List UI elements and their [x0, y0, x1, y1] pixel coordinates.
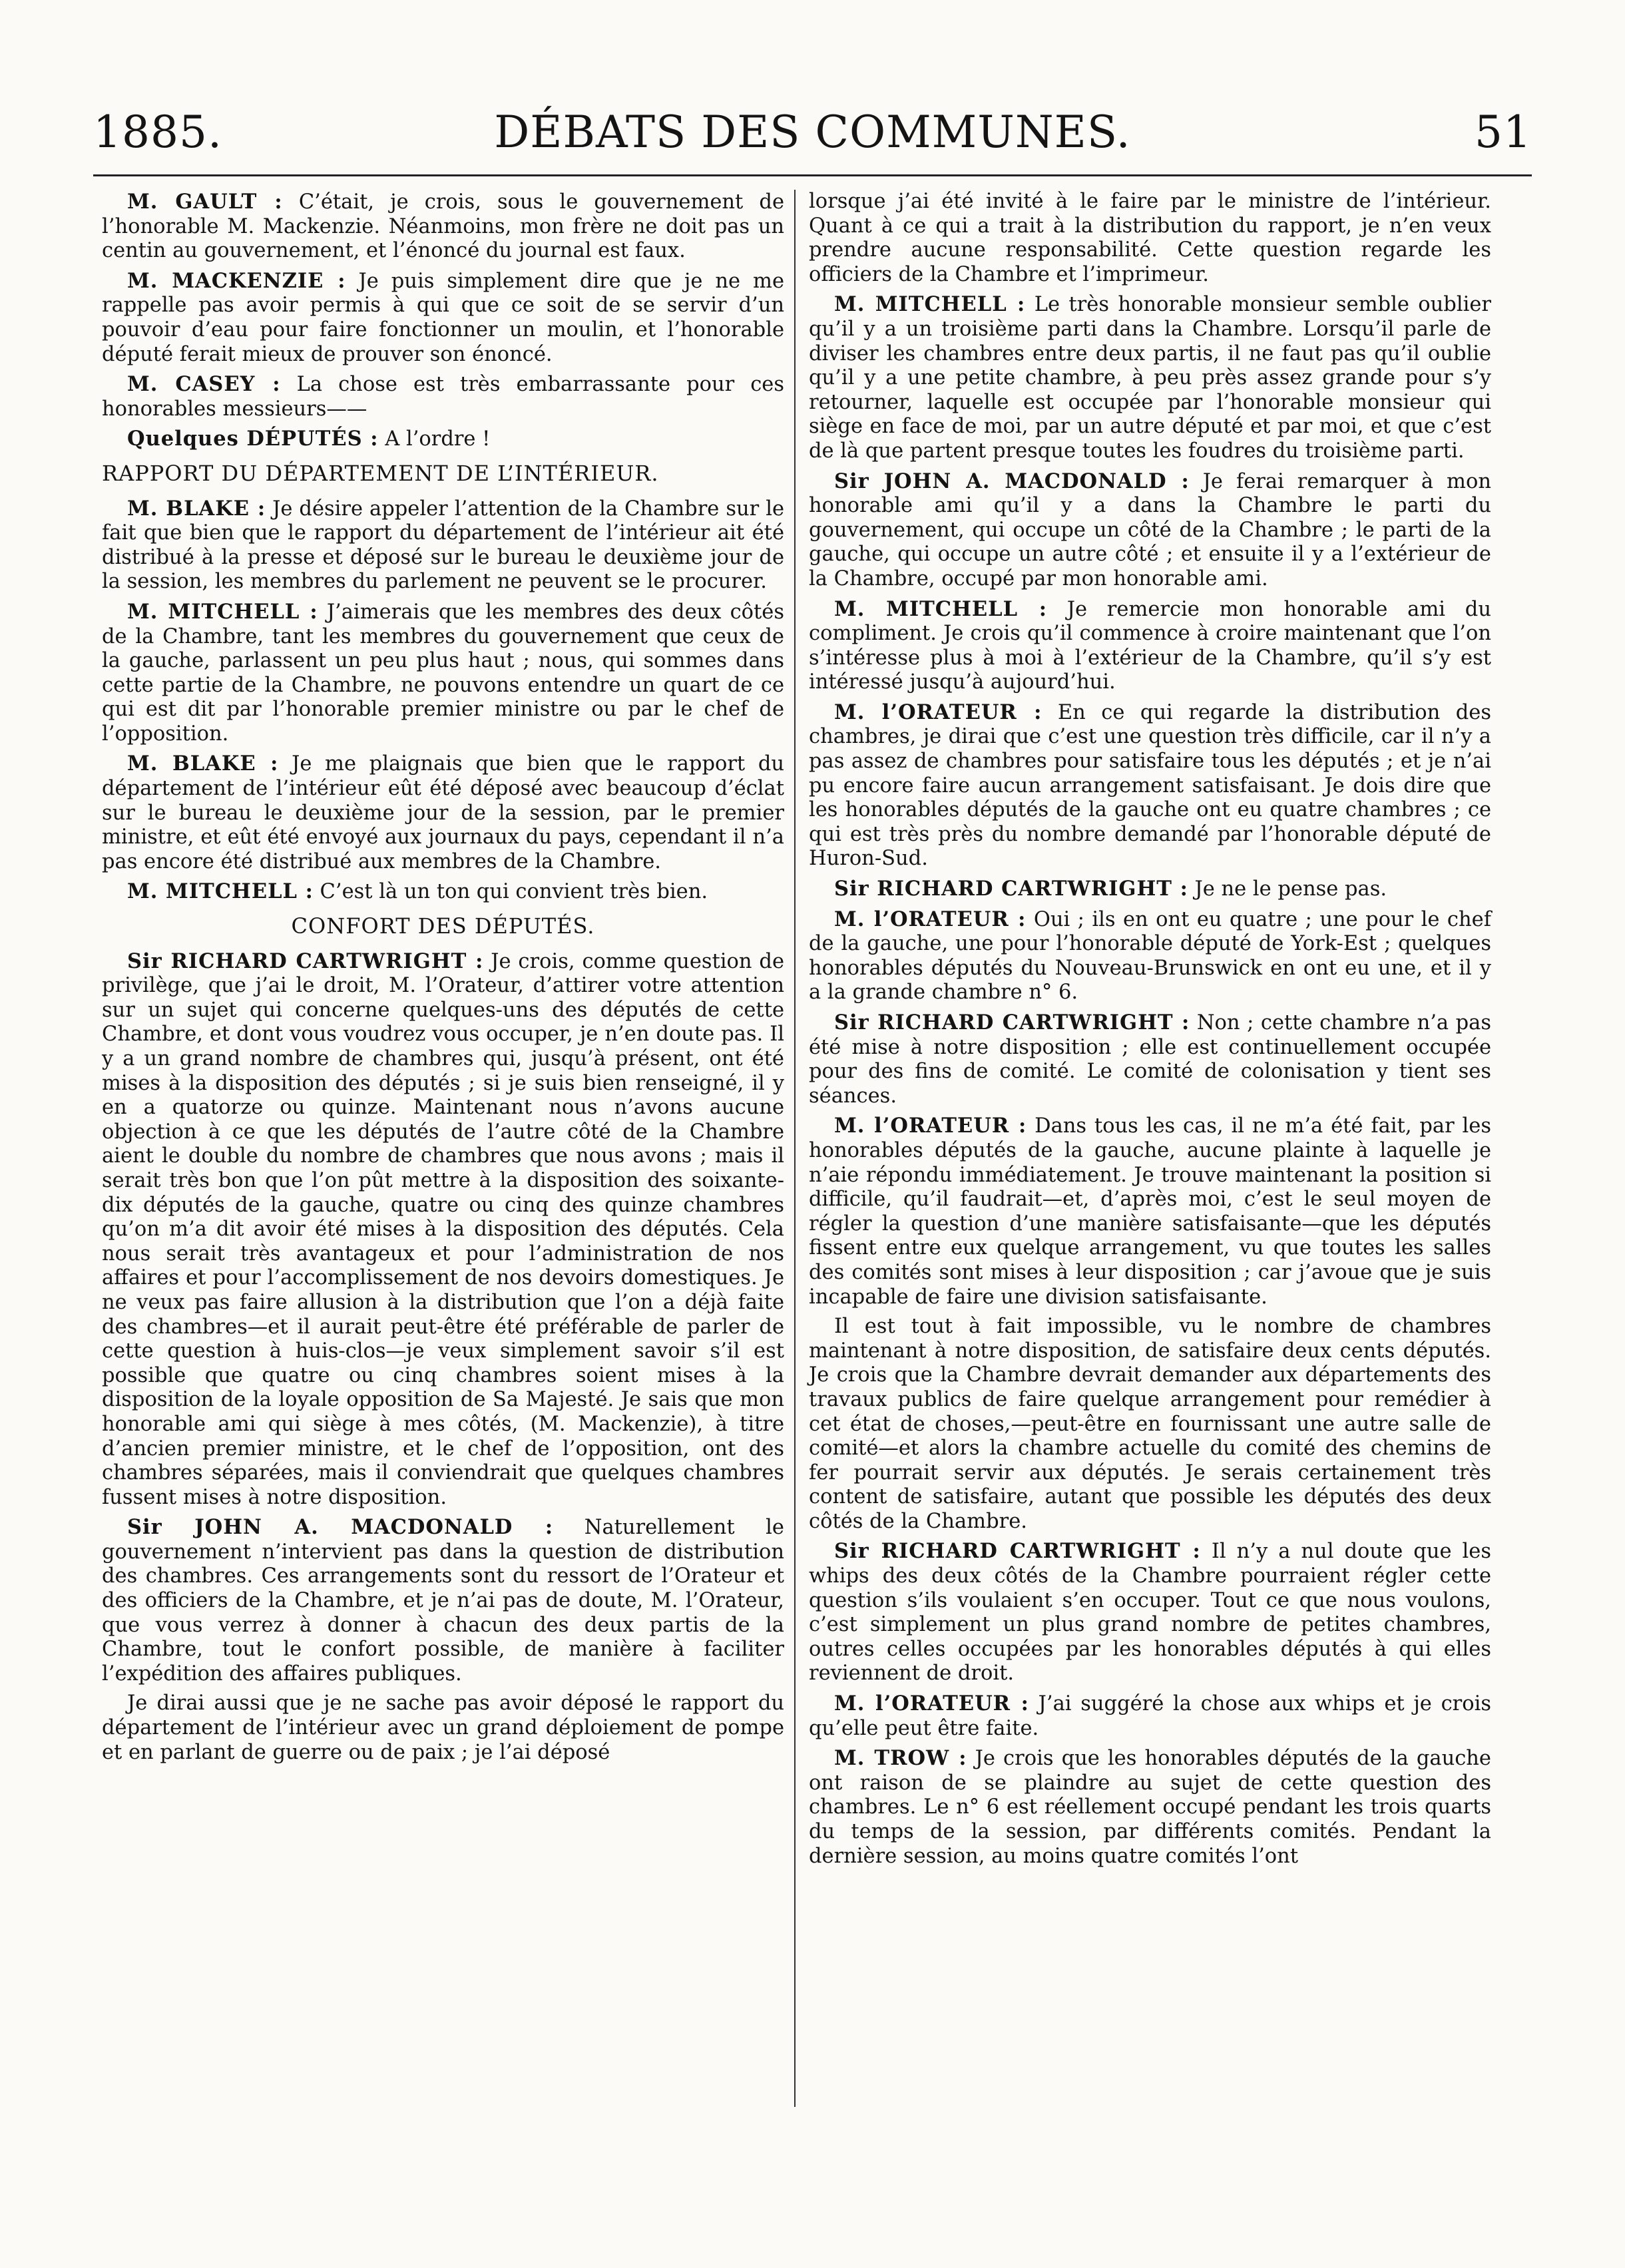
speech-text: Le très honorable monsieur semble oublier qu’il y a un troisième parti dans la Chambre. Lorsqu’il parle de diviser les chambres entre deux partis, il ne faut pas qu’il oublie qu’il y a une petite chambre, à peu près assez grande pour s’y retourner, laquelle est occupée par l’honorable monsieur qui siège en face de moi, par un autre député et par moi, et que c’est de là que partent presque toutes les foudres du troisième parti. — [809, 293, 1491, 463]
column-divider — [794, 190, 796, 2107]
right-column — [809, 190, 1491, 1874]
speech-text: Je me plaignais que bien que le rapport du département de l’intérieur eût été déposé avec beaucoup d’éclat sur le bureau le deuxième jour de la session, par le premier ministre, et eût été envoyé aux journaux du pays, cependant il n’a pas encore été distribué aux membres de la Chambre. — [102, 752, 784, 873]
speech-text: Naturellement le gouvernement n’intervient pas dans la question de distribution des chambres. Ces arrangements sont du ressort de l’Orateur et des officiers de la Chambre, et je n’ai pas de doute, M. l’Orateur, que vous verrez à donner à chacun des deux partis de la Chambre, tout le confort possible, de manière à faciliter l’expédition des affaires publiques. — [102, 1516, 784, 1686]
speaker-name: M. BLAKE : — [127, 752, 279, 776]
speech-text: Je remercie mon honorable ami du compliment. Je crois qu’il commence à croire maintenant que l’on s’intéresse plus à moi à l’extérieur de la Chambre, qu’il s’y est intéressé jusqu’à aujourd’hui. — [809, 597, 1491, 694]
speech-paragraph — [809, 1011, 1491, 1108]
left-column — [102, 190, 784, 1770]
speaker-name: M. GAULT : — [127, 190, 283, 214]
speech-paragraph — [102, 269, 784, 367]
speech-text: C’était, je crois, sous le gouvernement de l’honorable M. Mackenzie. Néanmoins, mon frère ne doit pas un centin au gouvernement, et l’énoncé du journal est faux. — [102, 190, 784, 263]
speech-paragraph — [809, 907, 1491, 1005]
speech-paragraph — [809, 1692, 1491, 1741]
speech-text: Oui ; ils en ont eu quatre ; une pour le chef de la gauche, une pour l’honorable député de York-Est ; quelques honorables députés du Nouveau-Brunswick en ont eu une, et il y a la grande chambre n° 6. — [809, 907, 1491, 1005]
speech-text: A l’ordre ! — [385, 427, 491, 451]
speech-paragraph — [102, 752, 784, 874]
speaker-name: M. MITCHELL : — [834, 596, 1047, 621]
speech-text: Je ferai remarquer à mon honorable ami qu’il y a dans la Chambre le parti du gouvernement, qui occupe un côté de la Chambre ; le parti de la gauche, qui occupe un autre côté ; et ensuite il y a l’extérieur de la Chambre, occupé par mon honorable ami. — [809, 469, 1491, 590]
speech-text: J’ai suggéré la chose aux whips et je crois qu’elle peut être faite. — [809, 1692, 1492, 1740]
speech-paragraph — [102, 1515, 784, 1686]
speech-text: La chose est très embarrassante pour ces honorables messieurs—— — [102, 373, 785, 421]
speech-paragraph — [809, 700, 1491, 871]
page-header — [93, 107, 1532, 180]
speech-paragraph — [809, 1315, 1491, 1534]
speech-paragraph — [102, 427, 784, 452]
speech-text: Dans tous les cas, il ne m’a été fait, par les honorables députés de la gauche, aucune plainte à laquelle je n’aie répondu immédiatement. Je trouve maintenant la position si difficile, qu’il faudrait—et, d’après moi, c’est le seul moyen de régler la question d’une manière satisfaisante—que les députés fissent entre eux quelque arrangement, vu que toutes les salles des comités sont mises à leur disposition ; car j’avoue que je suis incapable de faire une division satisfaisante. — [809, 1114, 1491, 1309]
speech-text: lorsque j’ai été invité à le faire par le ministre de l’intérieur. Quant à ce qui a trait à la distribution du rapport, je n’en veux prendre aucune responsabilité. Cette question regarde les officiers de la Chambre et l’imprimeur. — [809, 190, 1491, 286]
speech-paragraph — [102, 497, 784, 594]
speech-text: Il n’y a nul doute que les whips des deux côtés de la Chambre pourraient régler cette question s’ils voulaient s’en occuper. Tout ce que nous voulons, c’est simplement un plus grand nombre de petites chambres, outres celles occupées par les honorables députés à qui elles reviennent de droit. — [809, 1540, 1491, 1686]
speaker-name: M. l’ORATEUR : — [834, 1114, 1027, 1138]
speech-paragraph — [809, 469, 1491, 592]
section-heading: RAPPORT DU DÉPARTEMENT DE L’INTÉRIEUR. — [102, 460, 659, 486]
speaker-name: M. BLAKE : — [127, 496, 266, 521]
speaker-name: M. MACKENZIE : — [127, 268, 346, 293]
speaker-name: Sir JOHN A. MACDONALD : — [834, 469, 1190, 493]
speech-text: Je puis simplement dire que je ne me rappelle pas avoir permis à qui que ce soit de se servir d’un pouvoir d’eau pour faire fonctionner un moulin, et l’honorable député ferait mieux de prouver son énoncé. — [102, 269, 784, 366]
speaker-name: M. MITCHELL : — [127, 879, 314, 904]
section-heading: CONFORT DES DÉPUTÉS. — [291, 913, 595, 939]
speech-paragraph — [809, 190, 1491, 287]
header-title: DÉBATS DES COMMUNES. — [494, 107, 1131, 158]
speaker-name: M. TROW : — [834, 1746, 967, 1771]
speech-paragraph — [102, 372, 784, 421]
speech-text: Je ne le pense pas. — [1194, 877, 1387, 901]
speaker-name: M. MITCHELL : — [834, 292, 1026, 317]
speech-text: Non ; cette chambre n’a pas été mise à notre disposition ; elle est continuellement occupée pour des fins de comité. Le comité de colonisation y tient ses séances. — [809, 1011, 1491, 1108]
speech-text: Je crois, comme question de privilège, que j’ai le droit, M. l’Orateur, d’attirer votre attention sur un sujet qui concerne quelques-uns des députés de cette Chambre, et dont vous voudrez vous occuper, je n’en doute pas. Il y a un grand nombre de chambres qui, jusqu’à présent, ont été mises à la disposition des députés ; si je suis bien renseigné, il y en a quatorze ou quinze. Maintenant nous n’avons aucune objection à ce que les députés de l’autre côté de la Chambre aient le double du nombre de chambres que nous avons ; mais il serait très bon que l’on pût mettre à la disposition des soixante-dix députés de la gauche, quatre ou cinq des quinze chambres qu’on m’a dit avoir été mises à la disposition des députés. Cela nous serait très avantageux et pour l’administration de nos affaires et pour l’accomplissement de nos devoirs domestiques. Je ne veux pas faire allusion à la distribution que l’on a déjà faite des chambres—et il aurait peut-être été préférable de parler de cette question à huis-clos—je veux simplement savoir s’il est possible que quatre ou cinq chambres soient mises à la disposition de la loyale opposition de Sa Majesté. Je sais que mon honorable ami qui siège à mes côtés, (M. Mackenzie), à titre d’ancien premier ministre, et le chef de l’opposition, ont des chambres séparées, mais il conviendrait que quelques chambres fussent mises à notre disposition. — [102, 949, 784, 1509]
speech-text: Je dirai aussi que je ne sache pas avoir déposé le rapport du département de l’intérieur avec un grand déploiement de pompe et en parlant de guerre ou de paix ; je l’ai déposé — [102, 1692, 784, 1764]
speaker-name: Sir JOHN A. MACDONALD : — [127, 1515, 554, 1540]
speech-paragraph — [809, 877, 1491, 902]
speech-text: En ce qui regarde la distribution des chambres, je dirai que c’est une question très difficile, car il n’y a pas assez de chambres pour satisfaire tous les députés ; et je n’ai pu encore faire aucun arrangement satisfaisant. Je dois dire que les honorables députés de la gauche ont eu quatre chambres ; ce qui est très près du nombre demandé par l’honorable député de Huron-Sud. — [809, 700, 1491, 871]
speaker-name: M. MITCHELL : — [127, 599, 318, 624]
speech-paragraph — [102, 1692, 784, 1765]
speech-paragraph — [809, 1746, 1491, 1869]
speech-paragraph — [102, 879, 784, 905]
speech-paragraph — [102, 600, 784, 747]
speaker-name: M. l’ORATEUR : — [834, 907, 1027, 931]
speech-paragraph — [809, 1114, 1491, 1309]
speech-paragraph — [809, 292, 1491, 463]
header-page-number: 51 — [1475, 107, 1532, 158]
speech-text: Il est tout à fait impossible, vu le nombre de chambres maintenant à notre disposition, de satisfaire deux cents députés. Je crois que la Chambre devrait demander aux départements des travaux publics de faire quelque arrangement pour remédier à cet état de choses,—peut-être en fournissant une autre salle de comité—et alors la chambre actuelle du comité des chemins de fer pourrait servir aux députés. Je serais certainement très content de satisfaire, autant que possible les députés des deux côtés de la Chambre. — [809, 1315, 1491, 1533]
speech-text: J’aimerais que les membres des deux côtés de la Chambre, tant les membres du gouvernement que ceux de la gauche, parlassent un peu plus haut ; nous, qui sommes dans cette partie de la Chambre, ne pouvons entendre un quart de ce qui est dit par l’honorable premier ministre ou par le chef de l’opposition. — [102, 600, 784, 746]
speaker-name: Quelques DÉPUTÉS : — [127, 427, 379, 451]
header-rule — [93, 174, 1532, 176]
speaker-name: M. CASEY : — [127, 372, 281, 397]
speech-paragraph — [809, 1539, 1491, 1686]
speech-paragraph — [102, 949, 784, 1510]
speech-text: Je crois que les honorables députés de la gauche ont raison de se plaindre au sujet de cette question des chambres. Le n° 6 est réellement occupé pendant les trois quarts du temps de la session, par différents comités. Pendant la dernière session, au moins quatre comités l’ont — [809, 1747, 1491, 1868]
speech-text: C’est là un ton qui convient très bien. — [320, 880, 708, 904]
speech-paragraph — [809, 597, 1491, 695]
speech-text: Je désire appeler l’attention de la Chambre sur le fait que bien que le rapport du département de l’intérieur ait été distribué à la presse et déposé sur le bureau le deuxième jour de la session, les membres du parlement ne peuvent se le procurer. — [102, 497, 785, 594]
speaker-name: Sir RICHARD CARTWRIGHT : — [127, 949, 484, 973]
speaker-name: Sir RICHARD CARTWRIGHT : — [834, 1011, 1190, 1034]
speaker-name: Sir RICHARD CARTWRIGHT : — [834, 877, 1188, 901]
speaker-name: M. l’ORATEUR : — [834, 700, 1043, 724]
speech-paragraph — [102, 190, 784, 264]
header-year: 1885. — [93, 107, 222, 158]
speaker-name: M. l’ORATEUR : — [834, 1692, 1029, 1716]
speaker-name: Sir RICHARD CARTWRIGHT : — [834, 1539, 1201, 1564]
